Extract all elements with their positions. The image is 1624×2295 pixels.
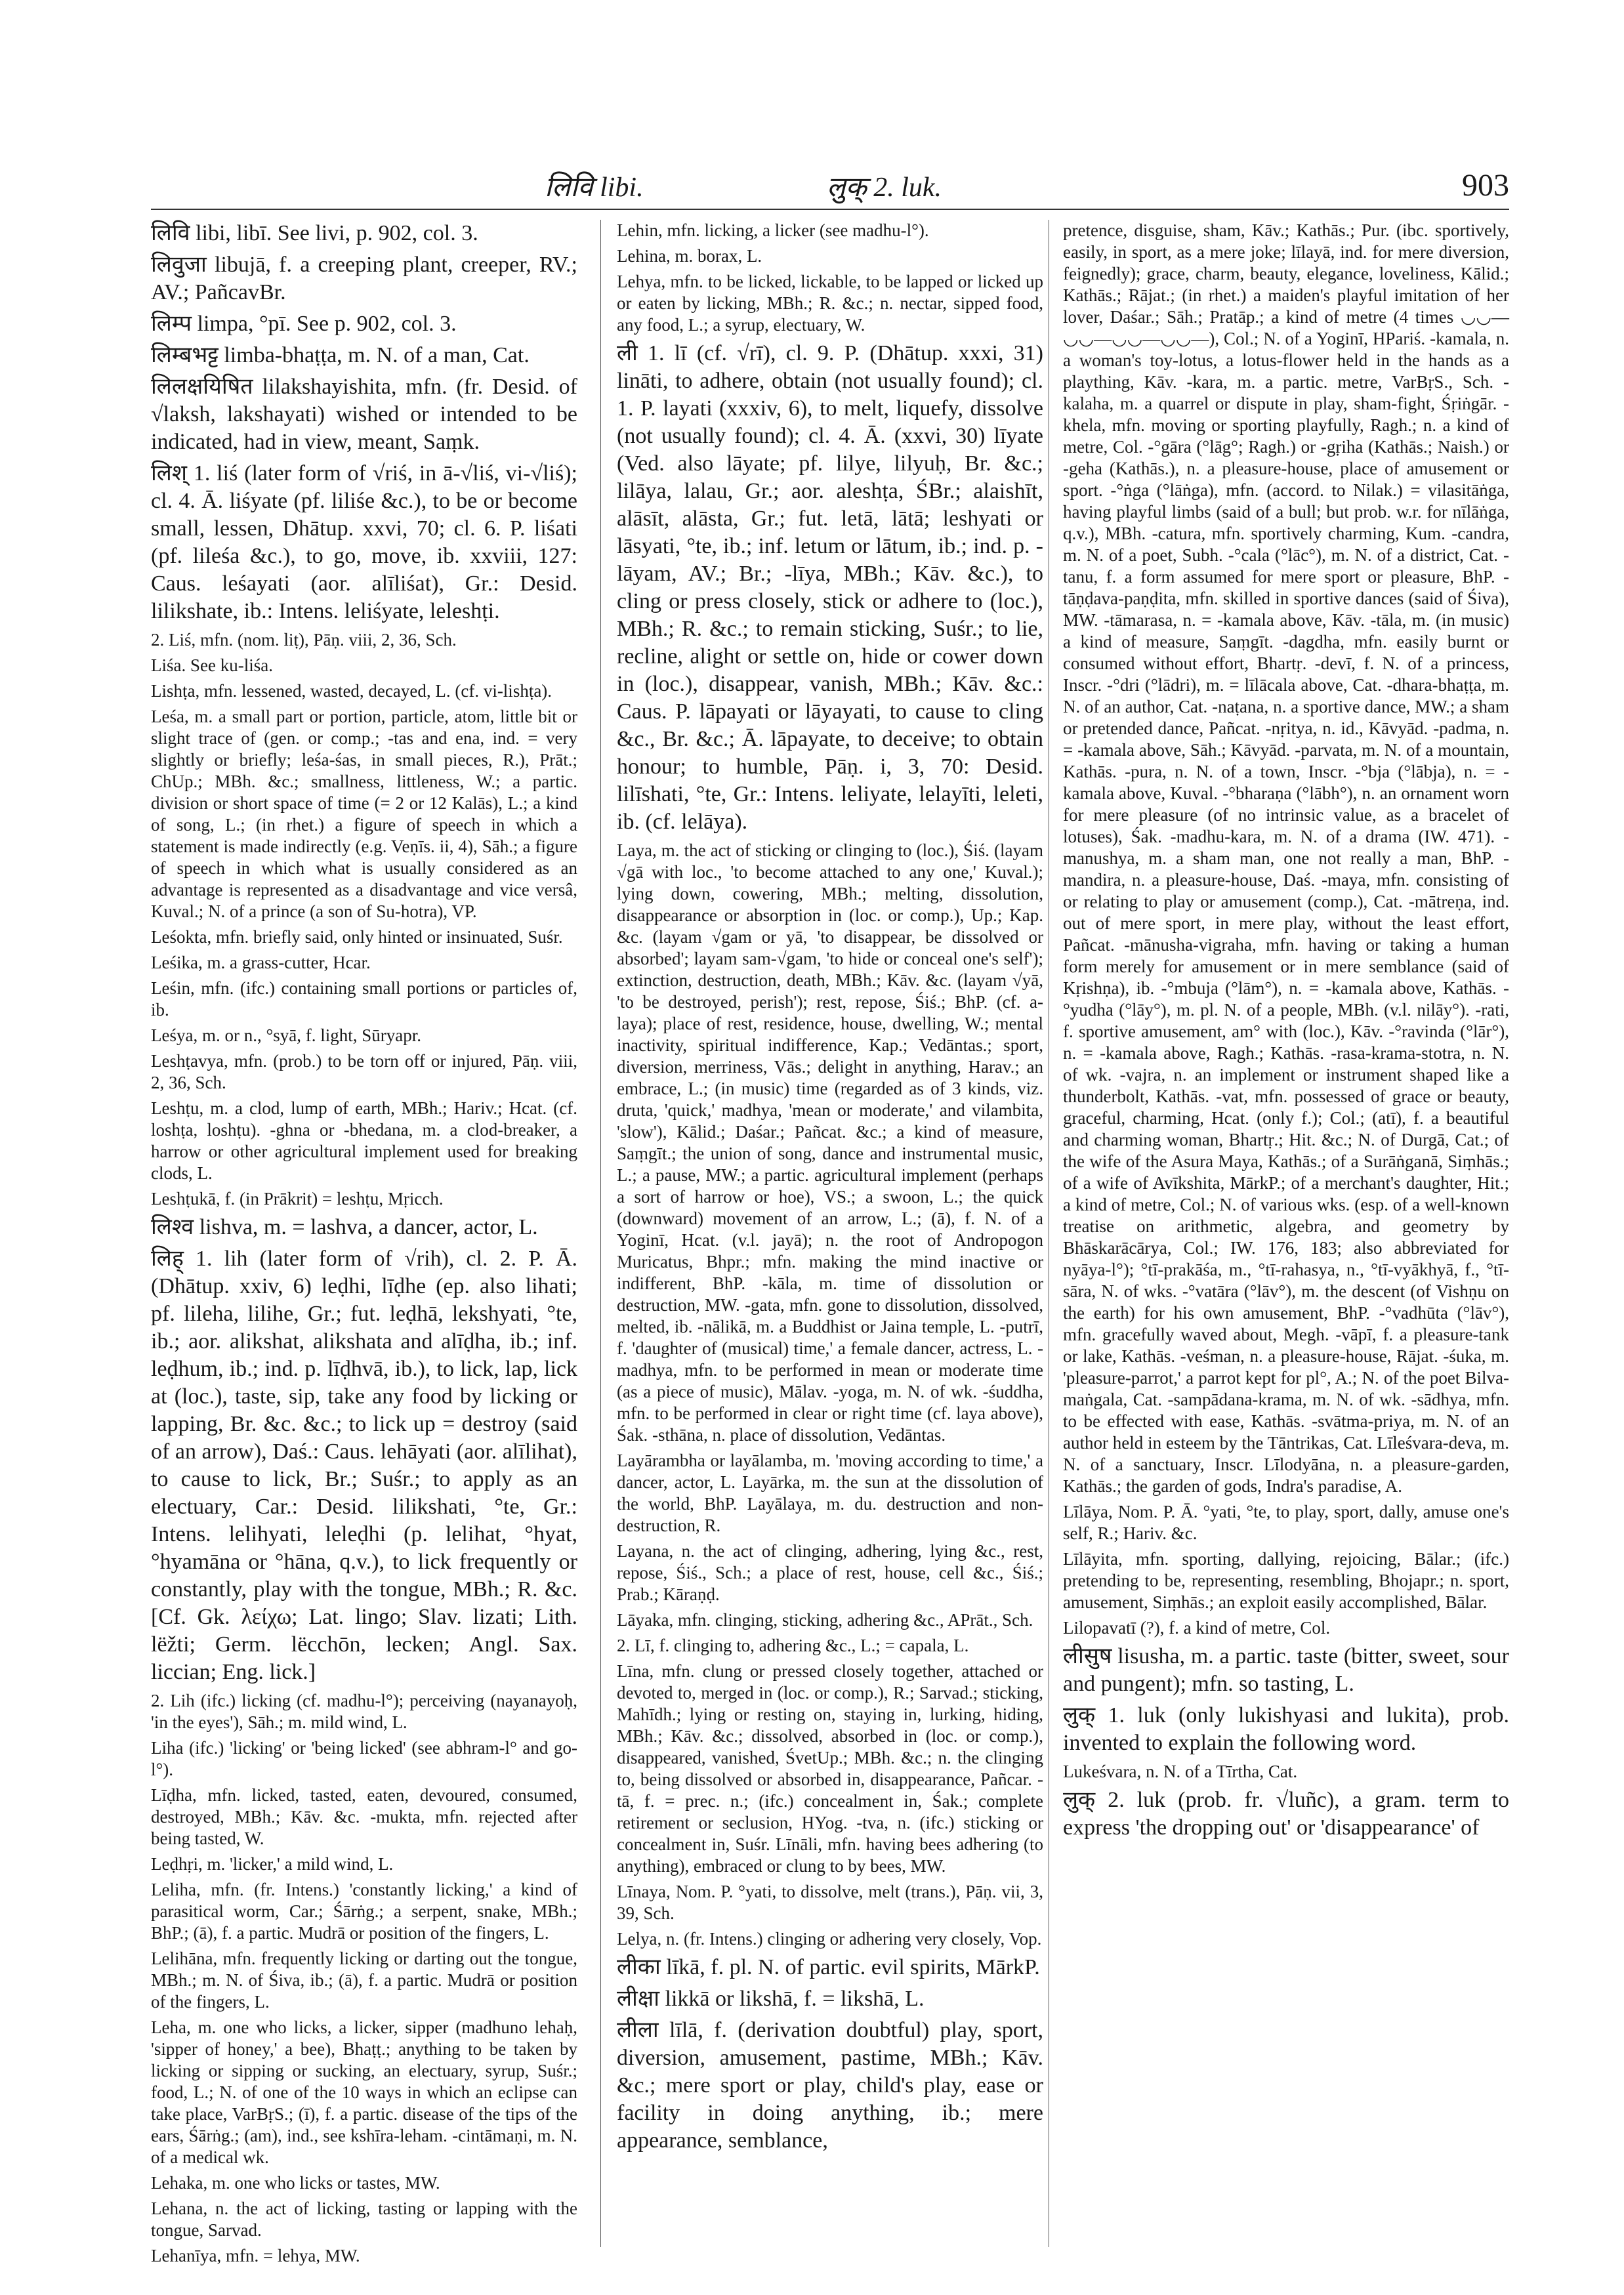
dictionary-entry: Līna, mfn. clung or pressed closely together, attached or devoted to, merged in (loc. or comp.), R.; Sarvad.; sticking, Mahīdh.; lying or resting on, staying in, lurking, hiding, MBh.; Kāv. &c.; dissolved, absorbed in (loc. or comp.), disappeared, vanished, ŚvetUp.; MBh. &c.; n. the clinging to, being dissolved or absorbed in, disappearance, Pañcar. -tā, f. = prec. n.; (ifc.) concealment in, Śak.; complete retirement or seclusion, HYog. -tva, n. (ifc.) sticking or concealment in, Suśr. Līnāli, mfn. having bees adhering (to anything), embraced or clung to by bees, MW. (617, 1661, 1043, 1876)
header-left-guide-word: लिवि libi. (545, 173, 644, 203)
dictionary-entry: Laya, m. the act of sticking or clinging to (loc.), Śiś. (layam √gā with loc., 'to become attached to any one,' Kuval.); lying down, cowering, MBh.; melting, dissolution, disappearance or absorption in (loc. or comp.), Up.; Kap. &c. (layam √gam or yā, 'to disappear, be dissolved or absorbed'; layam sam-√gam, 'to hide or conceal one's self'); extinction, destruction, death, MBh.; Kāv. &c. (layam √yā, 'to be destroyed, perish'); rest, repose, Śiś.; BhP. (cf. a-laya); place of rest, residence, house, dwelling, W.; mental inactivity, spiritual indifference, Kap.; Vedāntas.; sport, diversion, merriness, Vās.; delight in anything, Harav.; an embrace, L.; (in music) time (regarded as of 3 kinds, viz. druta, 'quick,' madhya, 'mean or moderate,' and vilambita, 'slow'), Kālid.; Daśar.; Pañcat. &c.; a kind of measure, Saṃgīt.; the union of song, dance and instrumental music, L.; a pause, MW.; a partic. agricultural implement (perhaps a sort of harrow or hoe), VS.; a swoon, L.; the quick (downward) movement of an arrow, L.; (ā), f. N. of a Yoginī, Hcat. (v.l. jayā); n. the root of Andropogon Muricatus, Bhpr.; mfn. making the mind inactive or indifferent, BhP. -kāla, m. time of dissolution or destruction, MW. -gata, mfn. gone to dissolution, dissolved, melted, ib. -nālikā, m. a Buddhist or Jaina temple, L. -putrī, f. 'daughter of (musical) time,' a female dancer, actress, L. -madhya, mfn. to be performed in mean or moderate time (as a piece of music), Mālav. -yoga, m. N. of wk. -śuddha, mfn. to be performed in clear or right time (cf. laya above), Śak. -sthāna, n. place of dissolution, Vedāntas. (617, 840, 1043, 1445)
dictionary-entry: Layārambha or layālamba, m. 'moving according to time,' a dancer, actor, L. Layārka, m. the sun at the dissolution of the world, BhP. Layālaya, m. du. destruction and non-destruction, R. (617, 1451, 1043, 1535)
dictionary-entry: लुक् 1. luk (only lukishyasi and lukita), prob. invented to explain the following word. (1063, 1703, 1509, 1755)
dictionary-entry: 2. Lī, f. clinging to, adhering &c., L.; = capala, L. (617, 1636, 969, 1655)
dictionary-entry: Lehya, mfn. to be licked, lickable, to be lapped or licked up or eaten by licking, MBh.; R. &c.; n. nectar, sipped food, any food, L.; a syrup, electuary, W. (617, 272, 1043, 335)
dictionary-entry: Lishṭa, mfn. lessened, wasted, decayed, L. (cf. vi-lishṭa). (151, 681, 552, 701)
header-right-guide-word: लुक् 2. luk. (827, 173, 942, 203)
dictionary-entry: लिम्बभट्ट limba-bhaṭṭa, m. N. of a man, Cat. (151, 343, 530, 367)
dictionary-entry: Layana, n. the act of clinging, adhering, lying &c., rest, repose, Śiś., Sch.; a place of rest, house, cell &c., Śiś.; Prab.; Kāraṇḍ. (617, 1541, 1043, 1604)
dictionary-entry: Lehina, m. borax, L. (617, 246, 762, 266)
running-header (151, 167, 1509, 207)
dictionary-entry: लुक् 2. luk (prob. fr. √luñc), a gram. term to express 'the dropping out' or 'disappearance' of (1063, 1788, 1509, 1840)
dictionary-entry: लिम्प limpa, °pī. See p. 902, col. 3. (151, 312, 457, 336)
dictionary-entry: Līnaya, Nom. P. °yati, to dissolve, melt (trans.), Pāṇ. vii, 3, 39, Sch. (617, 1882, 1043, 1923)
dictionary-entry: Līḍha, mfn. licked, tasted, eaten, devoured, consumed, destroyed, MBh.; Kāv. &c. -mukta, mfn. rejected after being tasted, W. (151, 1785, 577, 1848)
dictionary-entry: लीका līkā, f. pl. N. of partic. evil spirits, MārkP. (617, 1955, 1040, 1979)
dictionary-entry: लिवि libi, libī. See livi, p. 902, col. 3. (151, 221, 478, 245)
dictionary-entry: Lehaka, m. one who licks or tastes, MW. (151, 2173, 440, 2193)
dictionary-entry: ली 1. lī (cf. √rī), cl. 9. P. (Dhātup. xxxi, 31) lināti, to adhere, obtain (not usually found); cl. 1. P. layati (xxxiv, 6), to melt, liquefy, dissolve (not usually found); cl. 4. Ā. (xxvi, 30) līyate (Ved. also lāyate; pf. lilye, lilyuḥ, Br. &c.; lilāya, lalau, Gr.; aor. aleshṭa, ŚBr.; alaishīt, alāsīt, alāsta, Gr.; fut. letā, lātā; leshyati or lāsyati, °te, ib.; inf. letum or lātum, ib.; ind. p. -lāyam, AV.; Br.; -līya, MBh.; Kāv. &c.), to cling or press closely, stick or adhere to (loc.), MBh.; R. &c.; to remain sticking, Suśr.; to lie, recline, alight or settle on, hide or cower down in (loc.), disappear, vanish, MBh.; Kāv. &c.: Caus. P. lāpayati or lāyayati, to cause to cling &c., Br. &c.; Ā. lāpayate, to deceive; to obtain honour; to humble, Pāṇ. i, 3, 70: Desid. lilīshati, °te, Gr.: Intens. leliyate, lelayīti, leleti, ib. (cf. lelāya). (617, 341, 1043, 834)
dictionary-entry: pretence, disguise, sham, Kāv.; Kathās.; Pur. (ibc. sportively, easily, in sport, as a mere joke; līlayā, ind. for mere diversion, feignedly); grace, charm, beauty, elegance, loveliness, Kālid.; Kathās.; Rājat.; (in rhet.) a maiden's playful imitation of her lover, Daśar.; Sāh.; Pratāp.; a kind of metre (4 times ◡◡—◡◡—◡◡—◡◡—), Col.; N. of a Yoginī, HPariś. -kamala, n. a woman's toy-lotus, a lotus-flower held in the hands as a plaything, Kāv. -kara, m. a partic. metre, VarBṛS., Sch. -kalaha, m. a quarrel or dispute in play, sham-fight, Śṛiṅgār. -khela, mfn. moving or sporting playfully, Ragh.; n. a kind of metre, Col. -°gāra (°lāg°; Ragh.) or -gṛiha (Kathās.; Naish.) or -geha (Kathās.), n. a pleasure-house, place of amusement or sport. -°ṅga (°lāṅga), mfn. (accord. to Nilak.) = vilasitāṅga, having playful limbs (said of a bull; but prob. w.r. for nīlāṅga, q.v.), MBh. -catura, mfn. sportively charming, Kum. -candra, m. N. of a poet, Subh. -°cala (°lāc°), m. N. of a district, Cat. -tanu, f. a form assumed for mere sport or pleasure, BhP. -tāṇḍava-paṇḍita, mfn. skilled in sportive dances (said of Śiva), MW. -tāmarasa, n. = -kamala above, Kāv. -tāla, m. (in music) a kind of measure, Saṃgīt. -dagdha, mfn. easily burnt or consumed without effort, Bhartṛ. -devī, f. N. of a princess, Inscr. -°dri (°lādri), m. = līlācala above, Cat. -dhara-bhaṭṭa, m. N. of an author, Cat. -naṭana, n. a sportive dance, MW.; a sham or pretended dance, Pañcat. -nṛitya, n. id., Kāvyād. -padma, n. = -kamala above, Sāh.; Kāvyād. -parvata, m. N. of a mountain, Kathās. -pura, n. N. of a town, Inscr. -°bja (°lābja), n. = -kamala above, Kuval. -°bharaṇa (°lābh°), n. an ornament worn for mere pleasure (of no intrinsic value, as a bracelet of lotuses), Śak. -madhu-kara, m. N. of a drama (IW. 471). -manushya, m. a sham man, one not really a man, BhP. -mandira, n. a pleasure-house, Daś. -maya, mfn. consisting of or relating to play or amusement (comp.), Cat. -mātreṇa, ind. out of mere sport, in mere play, without the least effort, Pañcat. -mānusha-vigraha, mfn. having or taking a human form merely for amusement or in mere semblance (said of Kṛishṇa), ib. -°mbuja (°lām°), n. = -kamala above, Kathās. -°yudha (°lāy°), m. pl. N. of a people, MBh. (v.l. nilāy°). -rati, f. sportive amusement, am° with (loc.), Kāv. -°ravinda (°lār°), n. = -kamala above, Ragh.; Kathās. -rasa-krama-stotra, n. N. of wk. -vajra, n. an implement or instrument shaped like a thunderbolt, Kathās. -vat, mfn. possessed of grace or beauty, graceful, charming, Hcat. (only f.); Col.; (atī), f. a beautiful and charming woman, Bhartṛ.; Hit. &c.; N. of Durgā, Cat.; of the wife of the Asura Maya, Kathās.; of a Surāṅganā, Siṃhās.; of a wife of Avīkshita, MārkP.; of a merchant's daughter, Hit.; a kind of metre, Col.; N. of various wks. (esp. of a well-known treatise on arithmetic, algebra, and geometry by Bhāskarācārya, Col.; IW. 176, 183; also abbreviated for nyāya-l°); °tī-prakāśa, m., °tī-rahasya, n., °tī-vyākhyā, f., °tī-sāra, N. of wks. -°vatāra (°lāv°), m. the descent (of Vishṇu on the earth) for his own amusement, BhP. -°vadhūta (°lāv°), mfn. gracefully waved about, Megh. -vāpī, f. a pleasure-tank or lake, Kathās. -veśman, n. a pleasure-house, Rājat. -śuka, m. 'pleasure-parrot,' a parrot kept for pl°, A.; N. of the poet Bilva-maṅgala, Cat. -sampādana-krama, m. N. of wk. -sādhya, mfn. to be effected with ease, Kathās. -svātma-priya, m. N. of an author held in esteem by the Tāntrikas, Cat. Līleśvara-deva, m. N. of a sanctuary, Inscr. Līlodyāna, n. a pleasure-garden, Kathās.; the garden of gods, Indra's paradise, A. (1063, 220, 1509, 1496)
dictionary-entry: 2. Liś, mfn. (nom. liṭ), Pāṇ. viii, 2, 36, Sch. (151, 630, 457, 650)
dictionary-entry: Lelya, n. (fr. Intens.) clinging or adhering very closely, Vop. (617, 1929, 1042, 1949)
dictionary-entry: लिलक्षयिषित lilakshayishita, mfn. (fr. Desid. of √laksh, lakshayati) wished or intended to be indicated, had in view, meant, Saṃk. (151, 375, 577, 454)
dictionary-entry: Leśin, mfn. (ifc.) containing small portions or particles of, ib. (151, 978, 577, 1020)
dictionary-entry: लिह् 1. lih (later form of √rih), cl. 2. P. Ā. (Dhātup. xxiv, 6) leḍhi, līḍhe (ep. also lihati; pf. lileha, lilihe, Gr.; fut. leḍhā, lekshyati, °te, ib.; aor. alikshat, alikshata and alīḍha, ib.; inf. leḍhum, ib.; ind. p. līḍhvā, ib.), to lick, lap, lick at (loc.), taste, sip, take any food by licking or lapping, Br. &c. &c.; to lick up = destroy (said of an arrow), Daś.: Caus. lehāyati (aor. alīlihat), to cause to lick, Br.; Suśr.; to apply as an electuary, Car.: Desid. lilikshati, °te, Gr.: Intens. lelihyati, leleḍhi (p. lelihat, °hyat, °hyamāna or °hāna, q.v.), to lick frequently or constantly, play with the tongue, MBh.; R. &c. [Cf. Gk. λείχω; Lat. lingo; Slav. lizati; Lith. lëžti; Germ. lëcchōn, lecken; Angl. Sax. liccian; Eng. lick.] (151, 1247, 577, 1684)
dictionary-entry: Līlāyita, mfn. sporting, dallying, rejoicing, Bālar.; (ifc.) pretending to be, representing, resembling, Bhojapr.; n. sport, amusement, Siṃhās.; an exploit easily accomplished, Bālar. (1063, 1549, 1509, 1612)
dictionary-entry: Lāyaka, mfn. clinging, sticking, adhering &c., APrāt., Sch. (617, 1610, 1033, 1630)
column-2 (617, 220, 1043, 2247)
dictionary-entry: Lilopavatī (?), f. a kind of metre, Col. (1063, 1618, 1331, 1638)
dictionary-entry: Leshṭukā, f. (in Prākrit) = leshṭu, Mṛicch. (151, 1189, 444, 1209)
header-rule (151, 209, 1509, 210)
column-divider (600, 220, 601, 2247)
dictionary-entry: Līlāya, Nom. P. Ā. °yati, °te, to play, sport, dally, amuse one's self, R.; Hariv. &c. (1063, 1502, 1509, 1543)
dictionary-entry: लिश् 1. liś (later form of √riś, in ā-√liś, vi-√liś); cl. 4. Ā. liśyate (pf. liliśe &c.), to be or become small, lessen, Dhātup. xxvi, 70; cl. 6. P. liśati (pf. lileśa &c.), to go, move, ib. xxviii, 127: Caus. leśayati (aor. alīliśat), Gr.: Desid. lilikshate, ib.: Intens. leliśyate, leleshṭi. (151, 461, 577, 623)
dictionary-entry: Lehana, n. the act of licking, tasting or lapping with the tongue, Sarvad. (151, 2199, 577, 2240)
dictionary-entry: लीसुष lisusha, m. a partic. taste (bitter, sweet, sour and pungent); mfn. so tasting, L. (1063, 1644, 1509, 1696)
dictionary-entry: Leśika, m. a grass-cutter, Hcar. (151, 953, 371, 972)
dictionary-entry: Lehin, mfn. licking, a licker (see madhu-l°). (617, 220, 929, 240)
dictionary-entry: लीक्षा likkā or likshā, f. = likshā, L. (617, 1987, 925, 2011)
column-3 (1063, 220, 1509, 2247)
dictionary-entry: लिश्व lishva, m. = lashva, a dancer, actor, L. (151, 1215, 538, 1239)
dictionary-entry: Lelihāna, mfn. frequently licking or darting out the tongue, MBh.; m. N. of Śiva, ib.; (ā), f. a partic. Mudrā or position of the fingers, L. (151, 1949, 577, 2012)
dictionary-entry: Lukeśvara, n. N. of a Tīrtha, Cat. (1063, 1762, 1298, 1781)
dictionary-entry: Leliha, mfn. (fr. Intens.) 'constantly licking,' a kind of parasitical worm, Car.; Śārṅg.; a serpent, snake, MBh.; BhP.; (ā), f. a partic. Mudrā or position of the fingers, L. (151, 1880, 577, 1943)
dictionary-entry: 2. Lih (ifc.) licking (cf. madhu-l°); perceiving (nayanayoḥ, 'in the eyes'), Sāh.; m. mild wind, L. (151, 1691, 577, 1732)
dictionary-entry: Leśokta, mfn. briefly said, only hinted or insinuated, Suśr. (151, 927, 563, 947)
dictionary-entry: Leḍhṛi, m. 'licker,' a mild wind, L. (151, 1854, 394, 1874)
dictionary-entry: Leshṭavya, mfn. (prob.) to be torn off or injured, Pāṇ. viii, 2, 36, Sch. (151, 1051, 577, 1092)
page-number: 903 (1462, 168, 1509, 203)
dictionary-entry: लिवुजा libujā, f. a creeping plant, creeper, RV.; AV.; PañcavBr. (151, 253, 577, 304)
dictionary-entry: Leśya, m. or n., °syā, f. light, Sūryapr. (151, 1025, 421, 1045)
dictionary-entry: Leha, m. one who licks, a licker, sipper (madhuno lehaḥ, 'sipper of honey,' a bee), Bhaṭṭ.; anything to be taken by licking or sipping or sucking, an electuary, syrup, Suśr.; food, L.; N. of one of the 10 ways in which an eclipse can take place, VarBṛS.; (ī), f. a partic. disease of the tips of the ears, Śārṅg.; (am), ind., see kshīra-leham. -cintāmaṇi, m. N. of a medical wk. (151, 2017, 577, 2167)
dictionary-entry: Liha (ifc.) 'licking' or 'being licked' (see abhram-l° and go-l°). (151, 1738, 577, 1779)
dictionary-entry: Leśa, m. a small part or portion, particle, atom, little bit or slight trace of (gen. or comp.; -tas and ena, ind. = very slightly or briefly; leśa-śas, in small pieces, R.), Prāt.; ChUp.; MBh. &c.; smallness, littleness, W.; a partic. division or short space of time (= 2 or 12 Kalās), L.; a kind of song, L.; (in rhet.) a figure of speech in which a statement is made indirectly (e.g. Veṇīs. ii, 4), Sāh.; a figure of speech in which what is usually considered as an advantage is represented as a disadvantage and vice versâ, Kuval.; N. of a prince (a son of Su-hotra), VP. (151, 707, 577, 921)
dictionary-entry: Liśa. See ku-liśa. (151, 655, 273, 675)
dictionary-entry: लीला līlā, f. (derivation doubtful) play, sport, diversion, amusement, pastime, MBh.; Kāv. &c.; mere sport or play, child's play, ease or facility in doing anything, ib.; mere appearance, semblance, (617, 2018, 1043, 2153)
column-1 (151, 220, 577, 2265)
dictionary-entry: Leshṭu, m. a clod, lump of earth, MBh.; Hariv.; Hcat. (cf. loshṭa, loshṭu). -ghna or -bhedana, m. a clod-breaker, a harrow or other agricultural implement used for breaking clods, L. (151, 1098, 577, 1183)
dictionary-entry: Lehanīya, mfn. = lehya, MW. (151, 2246, 360, 2265)
